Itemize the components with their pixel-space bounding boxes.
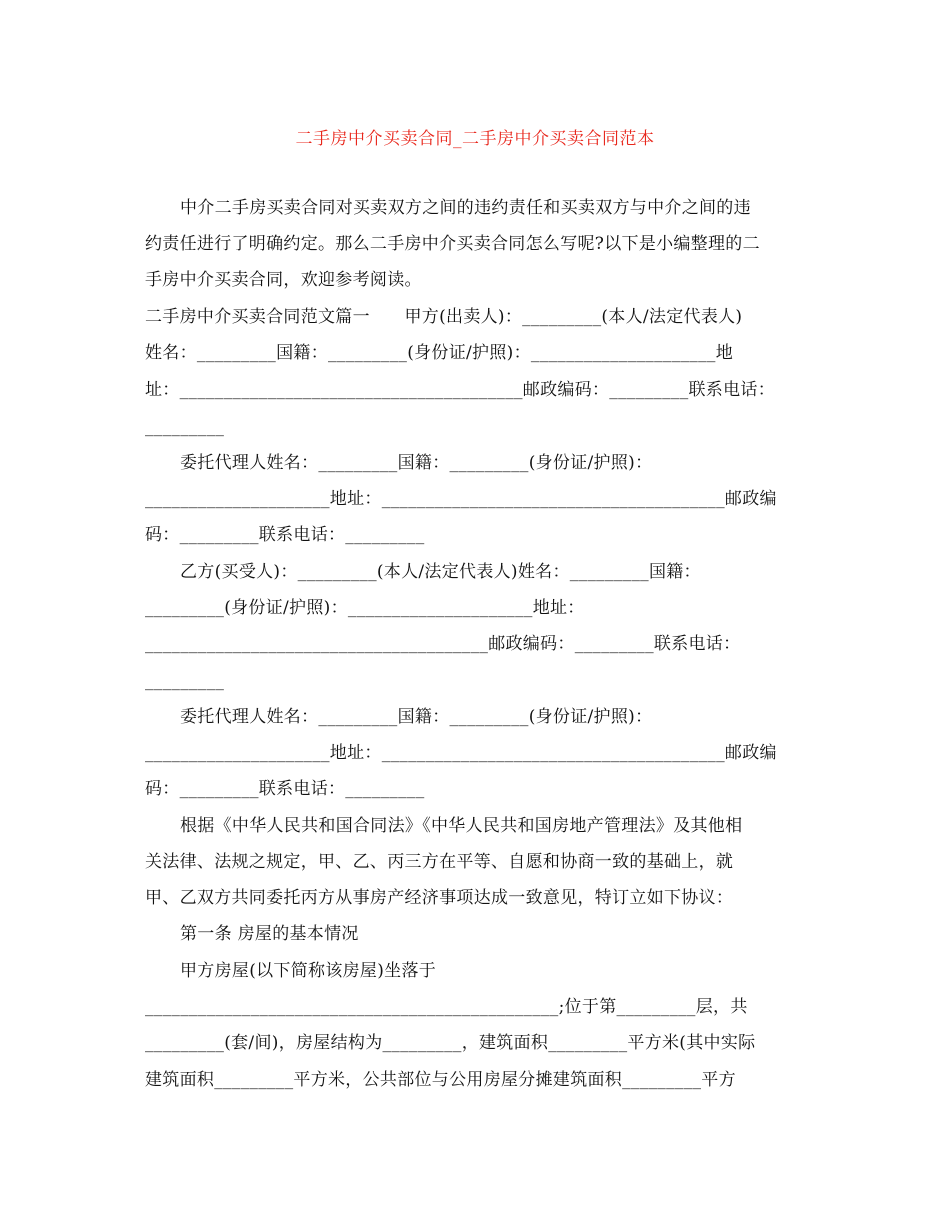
text-line-24: _________(套/间)，房屋结构为_________，建筑面积_________平方米(其中实际 <box>145 1033 756 1053</box>
text-line-20: 甲、乙双方共同委托丙方从事房产经济事项达成一致意见，特订立如下协议： <box>145 888 734 908</box>
text-line-5: 姓名：_________国籍：_________(身份证/护照)：_____________________地 <box>145 343 733 363</box>
text-line-22: 甲方房屋(以下简称该房屋)坐落于 <box>180 961 437 981</box>
text-line-16: _____________________地址：_______________________________________邮政编 <box>145 743 777 763</box>
text-line-15: 委托代理人姓名：_________国籍：_________(身份证/护照)： <box>180 707 653 727</box>
text-line-23: _______________________________________________;位于第_________层，共 <box>145 997 748 1017</box>
text-line-9: _____________________地址：_______________________________________邮政编 <box>145 489 777 509</box>
text-line-17: 码：_________联系电话：_________ <box>145 779 425 799</box>
text-line-19: 关法律、法规之规定，甲、乙、丙三方在平等、自愿和协商一致的基础上，就 <box>145 852 734 872</box>
text-line-11: 乙方(买受人)：_________(本人/法定代表人)姓名：_________国籍： <box>180 562 701 582</box>
text-line-18: 根据《中华人民共和国合同法》《中华人民共和国房地产管理法》及其他相 <box>180 816 743 836</box>
text-line-13: _______________________________________邮政编码：_________联系电话： <box>145 634 741 654</box>
text-line-6: 址：_______________________________________邮政编码：_________联系电话： <box>145 380 775 400</box>
text-line-7: _________ <box>145 417 225 437</box>
text-line-14: _________ <box>145 671 225 691</box>
text-line-1: 中介二手房买卖合同对买卖双方之间的违约责任和买卖双方与中介之间的违 <box>180 198 751 218</box>
text-line-4: 二手房中介买卖合同范文篇一 甲方(出卖人)：_________(本人/法定代表人) <box>145 307 743 327</box>
text-line-25: 建筑面积_________平方米，公共部位与公用房屋分摊建筑面积_________平方 <box>145 1070 736 1090</box>
text-line-10: 码：_________联系电话：_________ <box>145 525 425 545</box>
text-line-12: _________(身份证/护照)：_____________________地址： <box>145 598 585 618</box>
text-line-2: 约责任进行了明确约定。那么二手房中介买卖合同怎么写呢?以下是小编整理的二 <box>145 234 760 254</box>
text-line-3: 手房中介买卖合同，欢迎参考阅读。 <box>145 270 422 290</box>
text-line-8: 委托代理人姓名：_________国籍：_________(身份证/护照)： <box>180 453 653 473</box>
document-title: 二手房中介买卖合同_二手房中介买卖合同范本 <box>295 129 655 149</box>
text-line-21: 第一条 房屋的基本情况 <box>180 924 359 944</box>
